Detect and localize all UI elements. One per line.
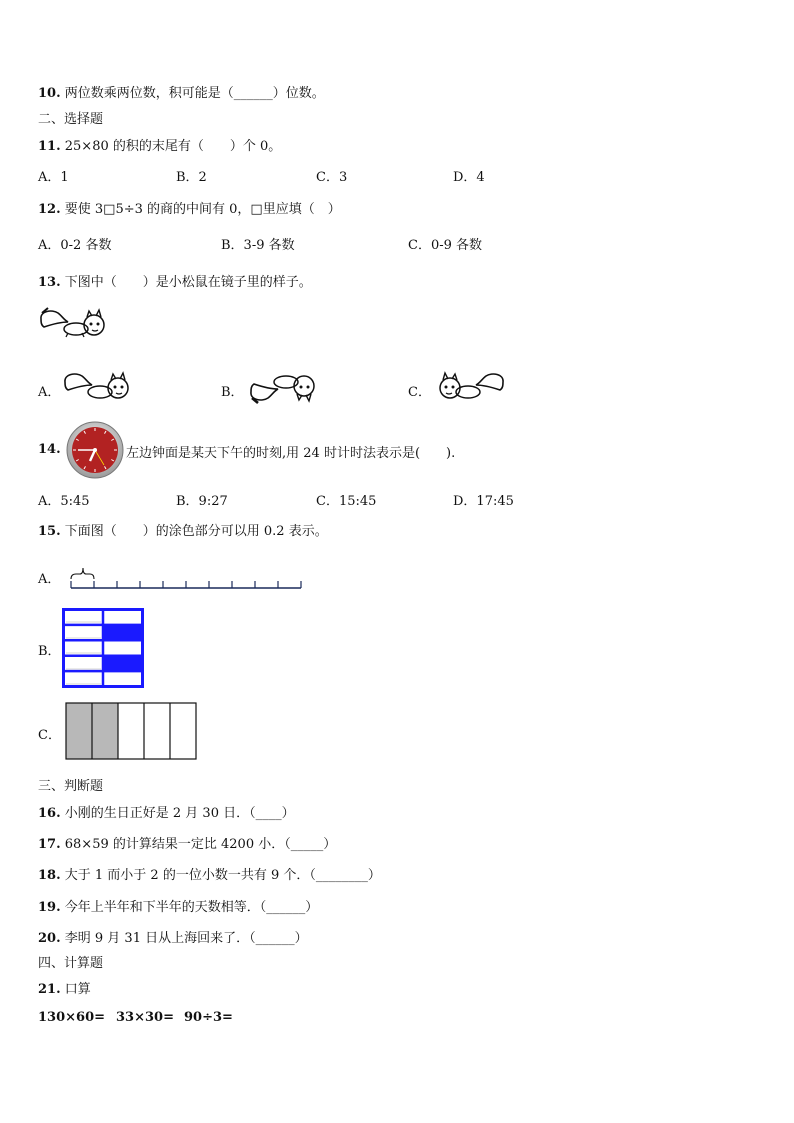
question-text: 25×80 的积的末尾有（ ）个 0。 [64,139,282,154]
section-heading-calculation: 四、计算题 [38,956,104,971]
calc-item[interactable]: 33×30= [116,1010,174,1025]
answer-blank[interactable]: _____ [290,837,324,852]
option-d[interactable]: D．17:45 [453,494,514,509]
question-17 [38,833,336,852]
question-tail: ） [367,868,381,883]
question-15 [38,520,328,539]
question-tail: ） [305,900,319,915]
question-14-text: 左边钟面是某天下午的时刻,用 24 时计时法表示是( ). [126,446,456,461]
section-heading-choice: 二、选择题 [38,112,104,127]
squirrel-option-a-image[interactable] [62,368,136,404]
question-number: 19. [38,900,61,915]
option-b[interactable]: B． [221,385,244,400]
question-text: 要使 3□5÷3 的商的中间有 0，□里应填（ ） [64,202,341,217]
squirrel-option-b-image[interactable] [248,370,322,406]
question-tail: ）位数。 [272,86,325,101]
option-a[interactable]: A．5:45 [38,494,90,509]
number-line-image[interactable] [68,562,304,592]
option-a[interactable]: A． [38,385,61,400]
question-10 [38,82,325,101]
answer-blank[interactable]: ________ [315,868,368,883]
option-a[interactable]: A．1 [38,170,69,185]
question-number: 20. [38,931,61,946]
question-tail: ） [281,806,295,821]
calc-item[interactable]: 90÷3= [184,1010,233,1025]
question-11 [38,135,281,154]
option-c[interactable]: C． [408,385,431,400]
question-number: 14. [38,442,61,457]
answer-blank[interactable]: ______ [255,931,295,946]
grid-figure-image[interactable] [62,608,144,688]
question-text: 口算 [64,982,91,997]
answer-blank[interactable]: ______ [266,900,306,915]
calc-item[interactable]: 130×60= [38,1010,106,1025]
option-a[interactable]: A．0-2 各数 [38,238,112,253]
squirrel-reference-image [38,305,112,341]
answer-blank[interactable]: ____ [255,806,282,821]
question-16 [38,802,295,821]
bar-figure-image[interactable] [65,702,199,760]
question-18 [38,864,381,883]
question-number: 18. [38,868,61,883]
question-number: 13. [38,275,61,290]
question-number: 21. [38,982,61,997]
answer-blank[interactable]: ______ [233,86,273,101]
question-text: 大于 1 而小于 2 的一位小数一共有 9 个．（ [64,868,316,883]
question-text: 两位数乘两位数，积可能是（ [64,86,234,101]
question-number: 16. [38,806,61,821]
option-b[interactable]: B．9:27 [176,494,228,509]
clock-face-image [66,421,124,479]
question-text: 今年上半年和下半年的天数相等．（ [64,900,267,915]
question-number: 15. [38,524,61,539]
question-number: 17. [38,837,61,852]
option-b[interactable]: B．2 [176,170,207,185]
question-number: 10. [38,86,61,101]
option-a[interactable]: A． [38,572,61,587]
question-tail: ） [294,931,308,946]
question-12 [38,198,341,217]
question-text: 下图中（ ）是小松鼠在镜子里的样子。 [64,275,312,290]
squirrel-option-c-image[interactable] [432,368,506,404]
section-heading-judgment: 三、判断题 [38,779,104,794]
option-c[interactable]: C．15:45 [316,494,377,509]
question-text: 下面图（ ）的涂色部分可以用 0.2 表示。 [64,524,328,539]
option-b[interactable]: B．3-9 各数 [221,238,295,253]
question-text: 李明 9 月 31 日从上海回来了．（ [64,931,256,946]
option-c[interactable]: C． [38,728,61,743]
question-number: 12. [38,202,61,217]
option-b[interactable]: B． [38,644,61,659]
option-c[interactable]: C．3 [316,170,348,185]
question-20 [38,927,308,946]
question-tail: ） [323,837,337,852]
question-text: 小刚的生日正好是 2 月 30 日．（ [64,806,256,821]
question-13 [38,271,312,290]
question-number: 11. [38,139,61,154]
question-21 [38,978,91,997]
question-text: 68×59 的计算结果一定比 4200 小．（ [64,837,291,852]
question-14-number [38,442,61,457]
option-c[interactable]: C．0-9 各数 [408,238,483,253]
option-d[interactable]: D．4 [453,170,485,185]
question-19 [38,896,318,915]
